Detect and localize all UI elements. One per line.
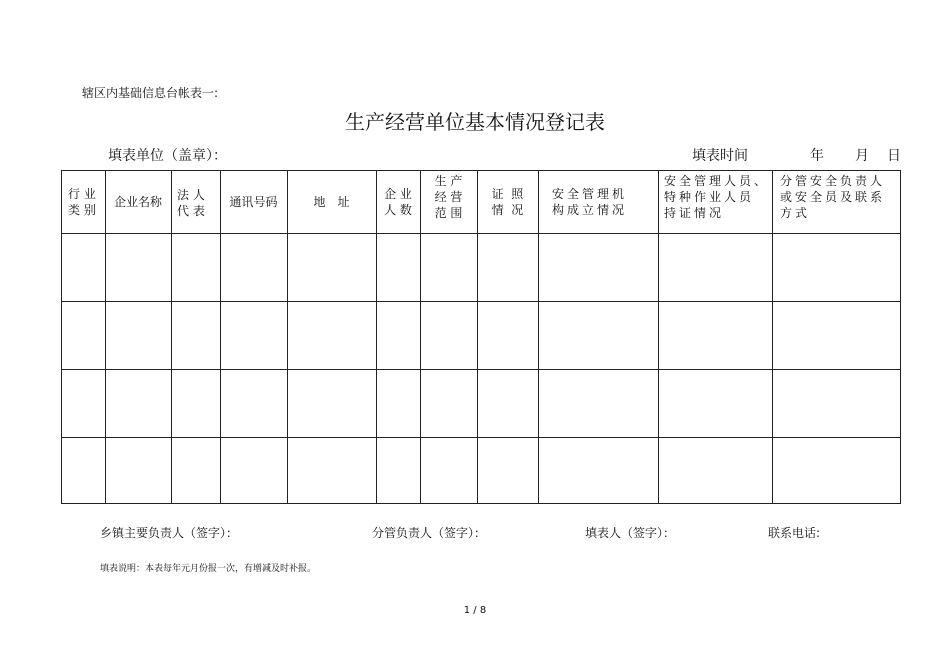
header-line: 方式 xyxy=(780,206,811,220)
header-line: 人 数 xyxy=(384,203,412,217)
header-line: 类 别 xyxy=(68,203,96,217)
header-company-name xyxy=(105,171,171,233)
header-line: 经 营 xyxy=(434,190,463,204)
header-line: 地 址 xyxy=(313,195,350,209)
header-line: 通讯号码 xyxy=(229,195,278,209)
header-line: 分管安全负责人 xyxy=(780,174,886,188)
header-line: 持证情况 xyxy=(664,206,725,220)
dept-leader-signature-label: 分管负责人（签字）： xyxy=(372,526,487,540)
header-line: 企业名称 xyxy=(113,195,162,209)
year-label: 年 xyxy=(810,148,824,164)
header-line: 代 表 xyxy=(177,204,205,218)
header-address xyxy=(287,171,376,233)
form-title: 生产经营单位基本情况登记表 xyxy=(345,110,605,134)
header-line: 特种作业人员 xyxy=(664,190,755,204)
header-business-scope xyxy=(420,171,477,233)
table-row-divider xyxy=(62,437,900,438)
header-line: 或安全员及联系 xyxy=(780,190,886,204)
header-certified-personnel xyxy=(658,171,772,233)
header-safety-agency xyxy=(538,171,658,233)
header-phone-number xyxy=(220,171,287,233)
header-line: 范 围 xyxy=(434,206,463,220)
header-line: 构成立情况 xyxy=(552,203,628,217)
header-employee-count xyxy=(376,171,420,233)
page-number: 1 / 8 xyxy=(463,605,487,616)
ledger-label: 辖区内基础信息台帐表一: xyxy=(82,86,219,100)
fill-unit-label: 填表单位（盖章）： xyxy=(108,148,227,164)
header-line: 安全管理人员、 xyxy=(664,174,770,188)
month-label: 月 xyxy=(855,148,869,164)
header-line: 行 业 xyxy=(68,187,96,201)
day-label: 日 xyxy=(887,148,901,164)
registration-table xyxy=(61,170,901,504)
header-line: 法 人 xyxy=(177,188,205,202)
table-row-divider xyxy=(62,233,900,234)
header-industry-category xyxy=(62,171,105,233)
town-leader-signature-label: 乡镇主要负责人（签字）： xyxy=(100,526,239,540)
filler-signature-label: 填表人（签字）： xyxy=(585,526,676,540)
header-line: 安全管理机 xyxy=(552,187,628,201)
header-line: 企 业 xyxy=(384,187,412,201)
table-row-divider xyxy=(62,301,900,302)
header-line: 证 照 xyxy=(491,187,524,201)
header-safety-contact xyxy=(772,171,902,233)
header-line: 情 况 xyxy=(491,203,524,217)
table-row-divider xyxy=(62,369,900,370)
header-license-status xyxy=(477,171,538,233)
contact-phone-label: 联系电话: xyxy=(768,526,821,540)
instructions-note: 填表说明：本表每年元月份报一次，有增减及时补报。 xyxy=(100,564,317,574)
header-legal-representative xyxy=(171,171,220,233)
fill-time-label: 填表时间 xyxy=(692,148,748,164)
header-line: 生 产 xyxy=(434,174,463,188)
